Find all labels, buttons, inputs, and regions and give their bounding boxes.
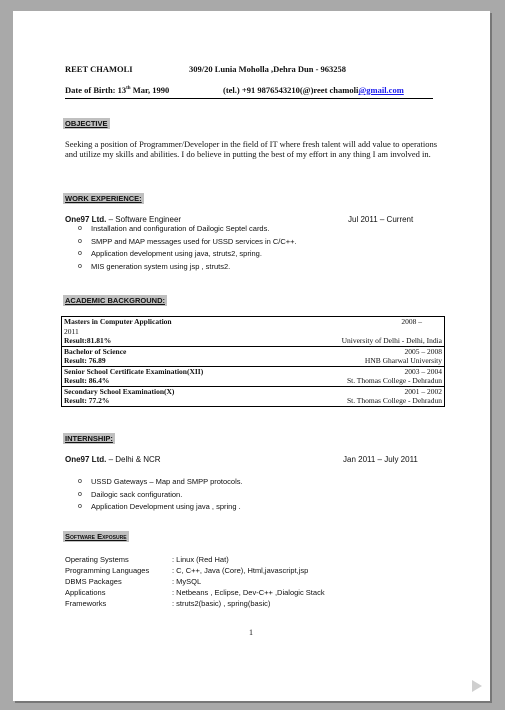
table-row: Masters in Computer Application 2008 – 2011 Result:81.81% University of Delhi - Delhi, India xyxy=(62,317,445,347)
academic-heading: ACADEMIC BACKGROUND: xyxy=(65,296,165,305)
list-item: o USSD Gateways – Map and SMPP protocols. xyxy=(78,477,243,486)
document-page xyxy=(13,11,490,701)
list-item: o Application development using java, struts2, spring. xyxy=(78,249,262,258)
list-item: o Installation and configuration of Dailogic Septel cards. xyxy=(78,224,270,233)
objective-text: Seeking a position of Programmer/Developer in the field of IT where fresh talent will add value to operations and utilize my skills and abilities. I do believe in putting the best of my effort in any thing I am involved in. xyxy=(65,139,438,159)
table-row: Bachelor of Science 2005 – 2008 Result: 76.89 HNB Gharwal University xyxy=(62,346,445,366)
objective-heading: OBJECTIVE xyxy=(65,119,108,128)
internship-heading: INTERNSHIP: xyxy=(65,434,113,443)
list-item: o MIS generation system using jsp , struts2. xyxy=(78,261,231,271)
table-row: Senior School Certificate Examination(XII) 2003 – 2004 Result: 86.4% St. Thomas College - Dehradun xyxy=(62,366,445,386)
work-duties-list xyxy=(65,223,297,273)
software-heading: Software Exposure xyxy=(65,532,127,541)
page-number: 1 xyxy=(249,628,253,637)
list-item: o Application Development using java , spring . xyxy=(78,502,241,511)
address: 309/20 Lunia Moholla ,Dehra Dun - 963258 xyxy=(189,64,347,74)
software-labels: Operating Systems Programming Languages DBMS Packages Applications Frameworks xyxy=(65,555,150,608)
candidate-name: REET CHAMOLI xyxy=(65,64,133,74)
email-link[interactable]: @gmail.com xyxy=(358,85,404,95)
work-experience-heading: WORK EXPERIENCE: xyxy=(65,194,142,203)
internship-duties-list xyxy=(65,476,243,514)
list-item: o Dailogic sack configuration. xyxy=(78,489,183,499)
table-row: Secondary School Examination(X) 2001 – 2002 Result: 77.2% St. Thomas College - Dehradun xyxy=(62,386,445,406)
internship-company: One97 Ltd. – Delhi & NCR xyxy=(65,455,161,464)
header-rule xyxy=(65,98,433,99)
internship-dates: Jan 2011 – July 2011 xyxy=(343,455,418,464)
next-page-arrow-icon[interactable] xyxy=(472,680,482,692)
work-company: One97 Ltd. – Software Engineer xyxy=(65,215,182,224)
software-values: : Linux (Red Hat) : C, C++, Java (Core), Html,javascript,jsp : MySQL : Netbeans , Eclipse, Dev-C++ ,Dialogic Stack : struts2(basic) , spring(basic) xyxy=(172,555,325,608)
work-dates: Jul 2011 – Current xyxy=(348,215,414,224)
academic-table xyxy=(61,316,445,407)
list-item: o SMPP and MAP messages used for USSD services in C/C++. xyxy=(78,236,297,246)
date-of-birth: Date of Birth: 13th Mar, 1990 xyxy=(65,85,170,95)
contact: (tel.) +91 9876543210(@)reet chamoli@gmail.com xyxy=(223,85,404,95)
